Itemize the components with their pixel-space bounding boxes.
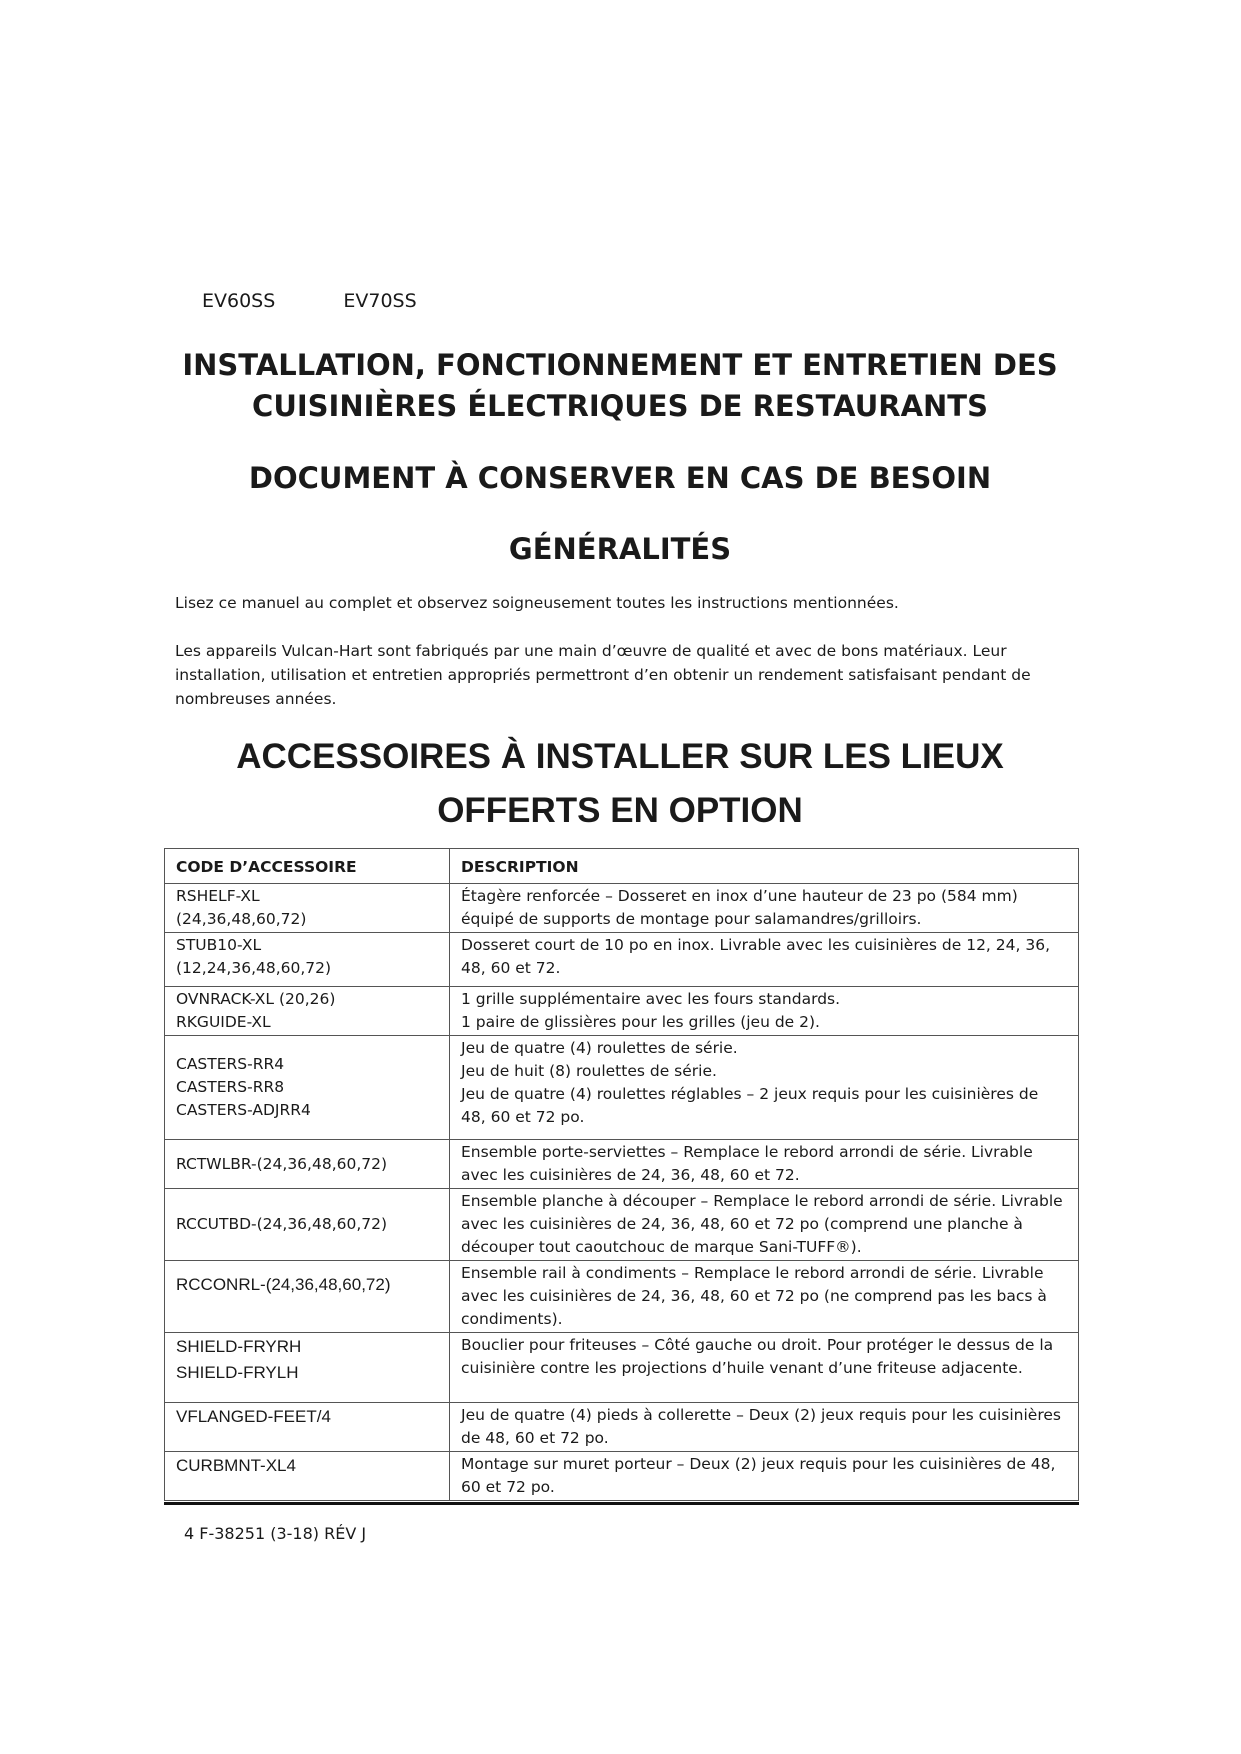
code-line: (24,36,48,60,72) [176, 910, 307, 928]
code-line: RCCONRL-(24,36,48,60,72) [176, 1275, 391, 1294]
accessories-title-line-1: ACCESSOIRES À INSTALLER SUR LES LIEUX [236, 737, 1004, 776]
main-title-line-1: INSTALLATION, FONCTIONNEMENT ET ENTRETIEN DES [182, 348, 1058, 382]
description-cell: Ensemble porte-serviettes – Remplace le rebord arrondi de série. Livrable avec les cuisinières de 24, 36, 48, 60 et 72. [450, 1140, 1079, 1189]
description-cell: Bouclier pour friteuses – Côté gauche ou droit. Pour protéger le dessus de la cuisinière contre les projections d’huile venant d’une friteuse adjacente. [450, 1333, 1079, 1403]
intro-paragraph-2: Les appareils Vulcan-Hart sont fabriqués par une main d’œuvre de qualité et avec de bons matériaux. Leur installation, utilisation et entretien appropriés permettront d’en obtenir un rendement satisfaisant pendant de nombreuses années. [175, 642, 1031, 708]
code-line: OVNRACK-XL (20,26) [176, 990, 336, 1008]
header-code: CODE D’ACCESSOIRE [165, 849, 450, 884]
code-cell [165, 884, 450, 933]
code-line: SHIELD-FRYRH [176, 1337, 302, 1356]
table-row [165, 1189, 1079, 1261]
code-line: CASTERS-RR4 [176, 1055, 285, 1073]
table-row [165, 987, 1079, 1036]
intro-paragraph-1: Lisez ce manuel au complet et observez soigneusement toutes les instructions mentionnées. [175, 594, 899, 612]
model-ev60ss: EV60SS [202, 290, 276, 312]
model-ev70ss: EV70SS [343, 290, 417, 312]
code-line: RSHELF-XL [176, 887, 260, 905]
description-cell: Ensemble rail à condiments – Remplace le rebord arrondi de série. Livrable avec les cuisinières de 24, 36, 48, 60 et 72 po (ne comprend pas les bacs à condiments). [450, 1261, 1079, 1333]
description-cell [450, 1036, 1079, 1140]
code-cell [165, 1189, 450, 1261]
keep-document-title: DOCUMENT À CONSERVER EN CAS DE BESOIN [248, 461, 992, 495]
code-cell [165, 1036, 450, 1140]
description-line: Jeu de quatre (4) roulettes de série. [461, 1039, 738, 1057]
accessories-table [164, 848, 1079, 1501]
code-line: (12,24,36,48,60,72) [176, 959, 332, 977]
table-row [165, 1403, 1079, 1452]
description-line: 1 paire de glissières pour les grilles (jeu de 2). [461, 1013, 820, 1031]
description-cell: Jeu de quatre (4) pieds à collerette – Deux (2) jeux requis pour les cuisinières de 48, 60 et 72 po. [450, 1403, 1079, 1452]
description-line: Jeu de quatre (4) roulettes réglables – 2 jeux requis pour les cuisinières de 48, 60 et 72 po. [461, 1085, 1039, 1126]
bottom-rule [164, 1502, 1079, 1505]
table-row [165, 1036, 1079, 1140]
general-heading: GÉNÉRALITÉS [508, 532, 732, 566]
description-line: 1 grille supplémentaire avec les fours standards. [461, 990, 841, 1008]
code-cell [165, 1333, 450, 1403]
description-line: Jeu de huit (8) roulettes de série. [461, 1062, 717, 1080]
main-title-line-2: CUISINIÈRES ÉLECTRIQUES DE RESTAURANTS [252, 389, 988, 423]
description-cell: Dosseret court de 10 po en inox. Livrable avec les cuisinières de 12, 24, 36, 48, 60 et 72. [450, 933, 1079, 987]
code-line: CASTERS-ADJRR4 [176, 1101, 311, 1119]
table-row [165, 1333, 1079, 1403]
table-header-row [165, 849, 1079, 884]
code-cell [165, 1403, 450, 1452]
description-cell: Montage sur muret porteur – Deux (2) jeux requis pour les cuisinières de 48, 60 et 72 po. [450, 1452, 1079, 1501]
page-footer: 4 F-38251 (3-18) RÉV J [184, 1524, 367, 1543]
table-row [165, 1452, 1079, 1501]
main-title [120, 345, 1120, 427]
code-line: CURBMNT-XL4 [176, 1456, 296, 1475]
description-cell: Ensemble planche à découper – Remplace le rebord arrondi de série. Livrable avec les cuisinières de 24, 36, 48, 60 et 72 po (comprend une planche à découper tout caoutchouc de marque Sani-TUFF®). [450, 1189, 1079, 1261]
code-line: RCTWLBR-(24,36,48,60,72) [176, 1154, 388, 1173]
code-line: CASTERS-RR8 [176, 1078, 285, 1096]
accessories-title-line-2: OFFERTS EN OPTION [437, 791, 803, 830]
code-line: SHIELD-FRYLH [176, 1363, 299, 1382]
table-row [165, 1140, 1079, 1189]
code-cell [165, 987, 450, 1036]
description-cell [450, 987, 1079, 1036]
code-line: STUB10-XL [176, 936, 262, 954]
table-row [165, 933, 1079, 987]
table-row [165, 1261, 1079, 1333]
code-cell [165, 1452, 450, 1501]
code-line: RKGUIDE-XL [176, 1013, 271, 1031]
header-description: DESCRIPTION [450, 849, 1079, 884]
code-line: RCCUTBD-(24,36,48,60,72) [176, 1215, 388, 1233]
code-cell [165, 1261, 450, 1333]
table-row [165, 884, 1079, 933]
description-cell: Étagère renforcée – Dosseret en inox d’une hauteur de 23 po (584 mm) équipé de supports de montage pour salamandres/grilloirs. [450, 884, 1079, 933]
code-line: VFLANGED-FEET/4 [176, 1407, 331, 1426]
code-cell [165, 933, 450, 987]
model-list [202, 290, 479, 312]
accessories-title [120, 730, 1120, 838]
code-cell [165, 1140, 450, 1189]
